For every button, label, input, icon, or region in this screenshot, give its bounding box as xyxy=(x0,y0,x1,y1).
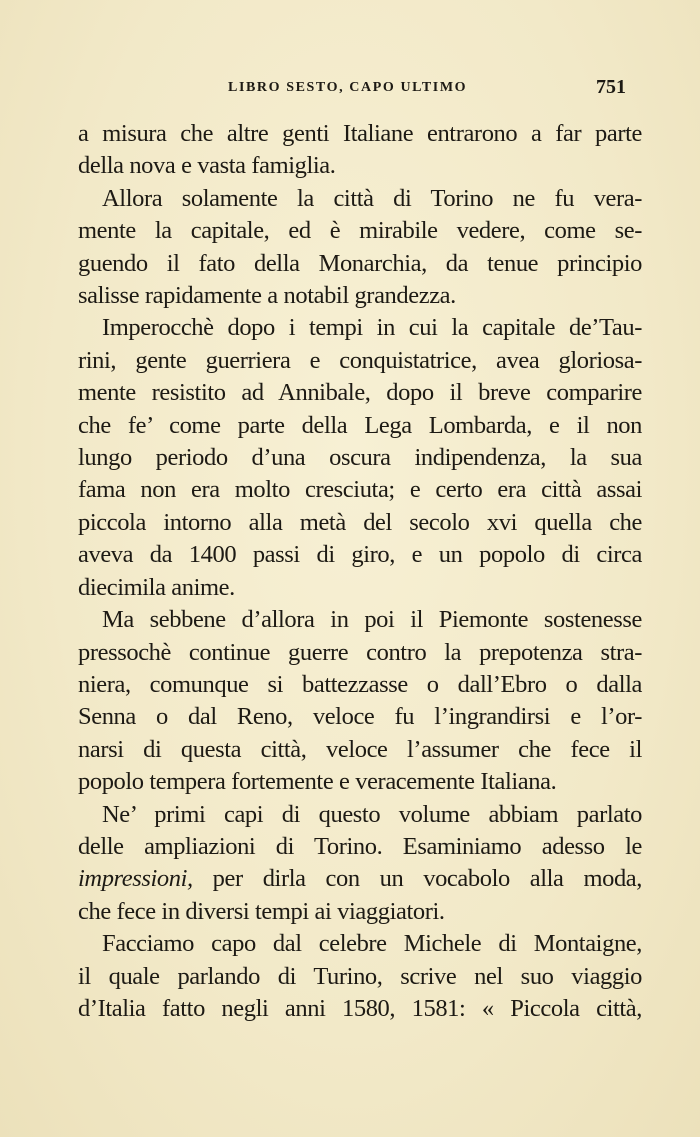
text-line: popolo tempera fortemente e veracemente Italiana. xyxy=(78,768,557,796)
text-line: Allora solamente la città di Torino ne fu vera- xyxy=(102,184,642,212)
text-line: Facciamo capo dal celebre Michele di Montaigne, xyxy=(102,930,642,958)
text-line: Imperocchè dopo i tempi in cui la capitale de’Tau- xyxy=(102,314,642,342)
text-line: aveva da 1400 passi di giro, e un popolo di circa xyxy=(78,541,642,569)
italic-word: impressioni, xyxy=(78,865,193,893)
text-line: pressochè continue guerre contro la prepotenza stra- xyxy=(78,638,642,666)
text-line: lungo periodo d’una oscura indipendenza, la sua xyxy=(78,444,642,472)
running-head: LIBRO SESTO, CAPO ULTIMO xyxy=(228,80,468,95)
text-line: d’Italia fatto negli anni 1580, 1581: « Piccola città, xyxy=(78,994,642,1022)
text-line: guendo il fato della Monarchia, da tenue principio xyxy=(78,249,642,277)
text-line: salisse rapidamente a notabil grandezza. xyxy=(78,282,456,310)
page-number: 751 xyxy=(596,76,626,98)
text-line: a misura che altre genti Italiane entrarono a far parte xyxy=(78,120,642,147)
text-span: per dirla con un vocabolo alla moda, xyxy=(192,865,642,893)
text-line: narsi di questa città, veloce l’assumer che fece il xyxy=(78,735,642,763)
text-line: rini, gente guerriera e conquistatrice, avea gloriosa- xyxy=(78,346,642,374)
text-line: Ma sebbene d’allora in poi il Piemonte sostenesse xyxy=(102,606,642,634)
text-line: delle ampliazioni di Torino. Esaminiamo adesso le xyxy=(78,832,642,860)
text-line: che fe’ come parte della Lega Lombarda, e il non xyxy=(78,411,642,439)
text-line: il quale parlando di Turino, scrive nel suo viaggio xyxy=(78,962,642,990)
text-line: diecimila anime. xyxy=(78,573,235,601)
text-line: mente resistito ad Annibale, dopo il breve comparire xyxy=(78,379,642,407)
text-line: fama non era molto cresciuta; e certo era città assai xyxy=(78,476,642,504)
text-line: che fece in diversi tempi ai viaggiatori. xyxy=(78,897,445,925)
text-line: piccola intorno alla metà del secolo xvi quella che xyxy=(78,508,642,536)
text-line: della nova e vasta famiglia. xyxy=(78,152,336,180)
text-line: Senna o dal Reno, veloce fu l’ingrandirsi e l’or- xyxy=(78,703,642,731)
text-line: Ne’ primi capi di questo volume abbiam parlato xyxy=(102,800,642,828)
text-line: mente la capitale, ed è mirabile vedere, come se- xyxy=(78,217,642,245)
text-line: niera, comunque si battezzasse o dall’Ebro o dalla xyxy=(78,670,642,698)
body-text xyxy=(78,118,642,1025)
text-line xyxy=(78,863,642,895)
page-header xyxy=(0,76,700,100)
